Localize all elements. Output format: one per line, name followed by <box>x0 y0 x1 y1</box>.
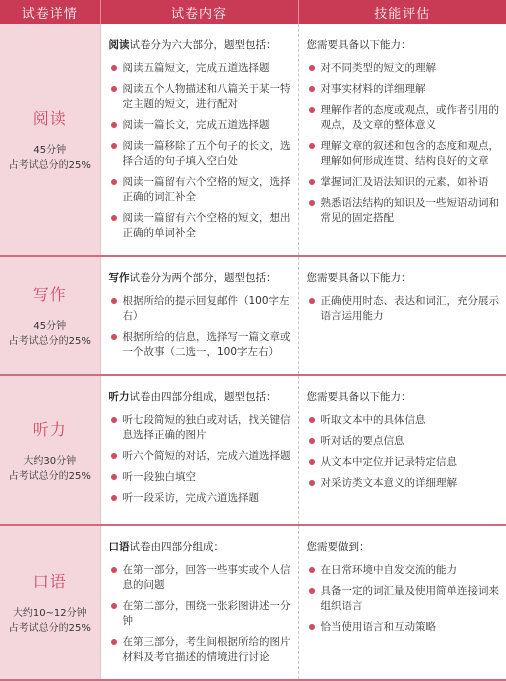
skills-list <box>307 413 501 491</box>
list-item: 听一段采访，完成六道选择题 <box>109 491 292 506</box>
content-list <box>109 413 292 506</box>
list-item: 听一段独白填空 <box>109 470 292 485</box>
bullet-dot-icon <box>111 215 117 221</box>
bullet-dot-icon <box>309 588 315 594</box>
header-exam-content: 试卷内容 <box>100 0 298 24</box>
skills-intro: 您需要具备以下能力： <box>306 391 412 403</box>
content-intro: 听力试卷由四部分组成，题型包括： <box>108 391 277 403</box>
table-header <box>0 0 506 24</box>
list-item: 掌握词汇及语法知识的元素，如补语 <box>307 175 501 190</box>
bullet-dot-icon <box>111 334 117 340</box>
list-item: 在第三部分，考生间根据所给的图片材料及考官描述的情境进行讨论 <box>109 635 292 665</box>
list-item: 听七段简短的独白或对话，找关键信息选择正确的图片 <box>109 413 292 443</box>
list-item: 阅读一篇移除了五个句子的长文，选择合适的句子填入空白处 <box>109 139 292 169</box>
bullet-dot-icon <box>111 298 117 304</box>
bullet-dot-icon <box>309 624 315 630</box>
skills-intro: 您需要做到： <box>306 541 370 553</box>
content-intro: 口语试卷由四部分组成： <box>108 541 224 553</box>
bullet-dot-icon <box>309 143 315 149</box>
list-item: 阅读五个人物描述和八篇关于某一特定主题的短文，进行配对 <box>109 82 292 112</box>
content-list <box>109 294 292 360</box>
category-name: 写作 <box>32 285 67 304</box>
skills-list <box>307 294 501 324</box>
bullet-dot-icon <box>111 453 117 459</box>
skills-cell <box>298 24 506 256</box>
bullet-dot-icon <box>111 603 117 609</box>
bullet-dot-icon <box>309 86 315 92</box>
category-time: 大约10~12分钟 <box>12 608 87 619</box>
section-row-reading <box>0 24 506 256</box>
bullet-dot-icon <box>309 567 315 573</box>
list-item: 根据所给的提示回复邮件（100字左右） <box>109 294 292 324</box>
list-item: 阅读五篇短文，完成五道选择题 <box>109 61 292 76</box>
list-item: 对采访类文本意义的详细理解 <box>307 476 501 491</box>
header-skill-assessment: 技能评估 <box>298 0 506 24</box>
list-item: 理解文章的叙述和包含的态度和观点，理解如何形成连贯、结构良好的文章 <box>307 139 501 169</box>
category-share: 占考试总分的25% <box>8 336 91 347</box>
skills-cell <box>298 375 506 525</box>
bullet-dot-icon <box>111 143 117 149</box>
list-item: 正确使用时态、表达和词汇，充分展示语言运用能力 <box>307 294 501 324</box>
skills-intro: 您需要具备以下能力： <box>306 272 412 284</box>
bullet-dot-icon <box>309 480 315 486</box>
category-share: 占考试总分的25% <box>8 160 91 171</box>
category-time: 45分钟 <box>33 145 67 156</box>
content-list <box>109 563 292 665</box>
bullet-dot-icon <box>111 179 117 185</box>
header-exam-details: 试卷详情 <box>0 0 100 24</box>
bullet-dot-icon <box>111 417 117 423</box>
list-item: 听对话的要点信息 <box>307 434 501 449</box>
list-item: 理解作者的态度或观点，或作者引用的观点，及文章的整体意义 <box>307 103 501 133</box>
content-cell <box>100 256 298 375</box>
category-cell <box>0 375 100 525</box>
list-item: 听取文本中的具体信息 <box>307 413 501 428</box>
skills-cell <box>298 256 506 375</box>
list-item: 根据所给的信息，选择写一篇文章或一个故事（二选一，100字左右） <box>109 330 292 360</box>
category-cell <box>0 256 100 375</box>
bullet-dot-icon <box>111 474 117 480</box>
content-cell <box>100 24 298 256</box>
bullet-dot-icon <box>309 438 315 444</box>
category-cell <box>0 24 100 256</box>
list-item: 听六个简短的对话，完成六道选择题 <box>109 449 292 464</box>
content-cell <box>100 375 298 525</box>
content-intro: 阅读试卷分为六大部分，题型包括： <box>108 39 277 51</box>
category-name: 听力 <box>32 419 67 439</box>
skills-intro: 您需要具备以下能力： <box>306 39 412 51</box>
category-name: 阅读 <box>32 109 67 128</box>
category-name: 口语 <box>32 572 67 591</box>
content-list <box>109 61 292 241</box>
bullet-dot-icon <box>111 495 117 501</box>
list-item: 在日常环境中自发交流的能力 <box>307 563 501 578</box>
list-item: 阅读一篇留有六个空格的短文，想出正确的单词补全 <box>109 211 292 241</box>
category-time: 45分钟 <box>33 321 67 332</box>
list-item: 具备一定的词汇量及使用简单连接词来组织语言 <box>307 584 501 614</box>
bullet-dot-icon <box>309 107 315 113</box>
list-item: 熟悉语法结构的知识及一些短语动词和常见的固定搭配 <box>307 196 501 226</box>
list-item: 在第二部分，围绕一张彩图讲述一分钟 <box>109 599 292 629</box>
section-row-speaking <box>0 525 506 680</box>
bullet-dot-icon <box>111 567 117 573</box>
skills-cell <box>298 525 506 680</box>
section-row-writing <box>0 256 506 375</box>
bullet-dot-icon <box>111 639 117 645</box>
content-intro: 写作试卷分为两个部分，题型包括： <box>108 272 277 284</box>
bullet-dot-icon <box>309 417 315 423</box>
list-item: 恰当使用语言和互动策略 <box>307 620 501 635</box>
skills-list <box>307 563 501 635</box>
category-share: 占考试总分的25% <box>8 470 91 482</box>
category-cell <box>0 525 100 680</box>
category-time: 大约30分钟 <box>23 455 77 467</box>
list-item: 对不同类型的短文的理解 <box>307 61 501 76</box>
list-item: 在第一部分，回答一些事实或个人信息的问题 <box>109 563 292 593</box>
category-share: 占考试总分的25% <box>8 623 91 634</box>
section-row-listening <box>0 375 506 525</box>
list-item: 从文本中定位并记录特定信息 <box>307 455 501 470</box>
bullet-dot-icon <box>111 65 117 71</box>
bullet-dot-icon <box>309 200 315 206</box>
list-item: 阅读一篇长文，完成五道选择题 <box>109 118 292 133</box>
content-cell <box>100 525 298 680</box>
bullet-dot-icon <box>309 65 315 71</box>
bullet-dot-icon <box>309 459 315 465</box>
skills-list <box>307 61 501 226</box>
bullet-dot-icon <box>111 122 117 128</box>
list-item: 阅读一篇留有六个空格的短文，选择正确的词汇补全 <box>109 175 292 205</box>
bullet-dot-icon <box>111 86 117 92</box>
bullet-dot-icon <box>309 298 315 304</box>
bullet-dot-icon <box>309 179 315 185</box>
list-item: 对事实材料的详细理解 <box>307 82 501 97</box>
